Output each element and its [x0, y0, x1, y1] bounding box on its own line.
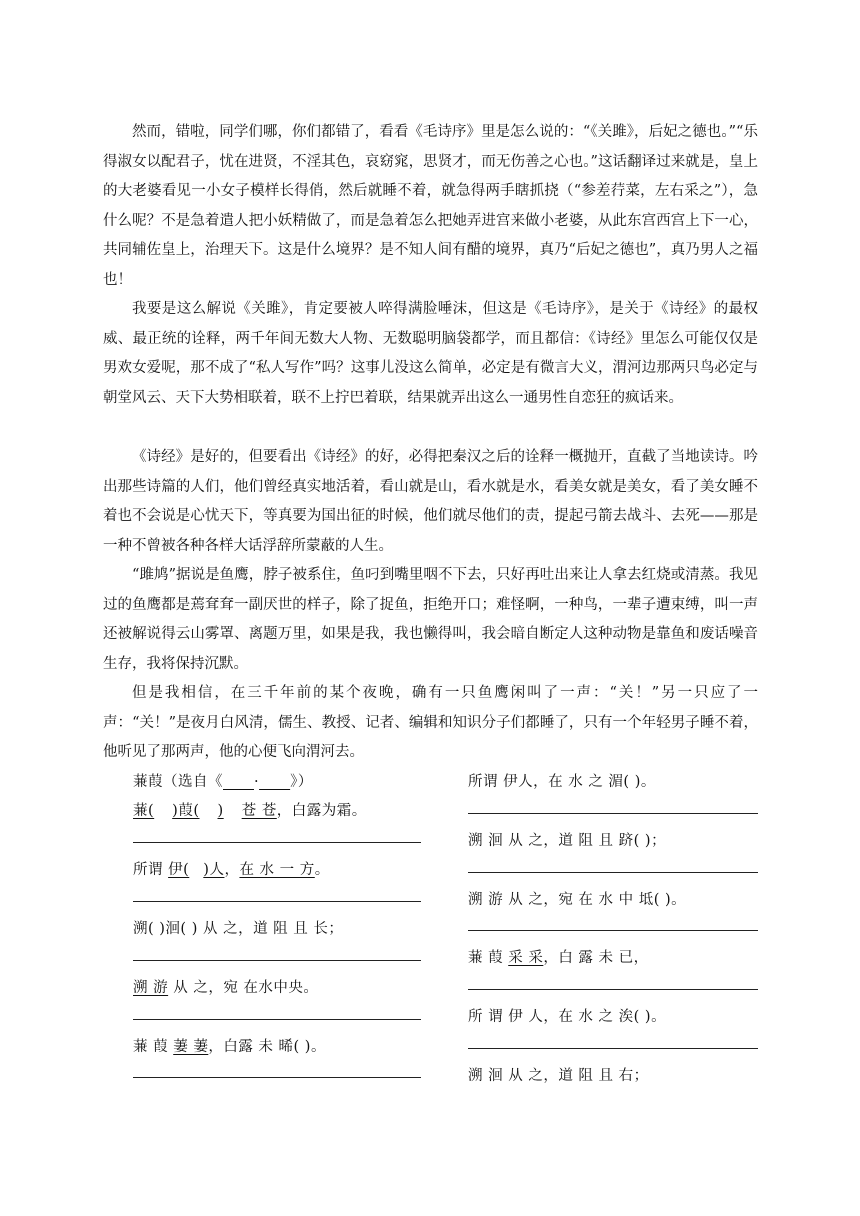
poem-line-11: 溯 洄 从 之，道 阻 且 右；: [468, 1067, 649, 1084]
answer-line-3[interactable]: [133, 944, 423, 973]
suyou-word: 溯 游: [133, 979, 169, 996]
answer-line-4[interactable]: [133, 1003, 423, 1032]
exercise-right-column: [468, 768, 758, 1091]
cangcang-word: 苍 苍: [241, 803, 277, 820]
answer-line-10[interactable]: [468, 1033, 758, 1062]
poem-line-1: 蒹( )葭( ) 苍 苍，白露为霜。: [133, 803, 367, 820]
poem-line-2: 所谓 伊( )人，在 水 一 方。: [133, 862, 330, 879]
poem-title-prefix: 蒹葭（选自《: [133, 774, 223, 790]
poem-line-8: 溯 游 从 之，宛 在 水 中 坻( )。: [468, 891, 687, 908]
paragraph-4: “雎鸠”据说是鱼鹰，脖子被系住，鱼叼到嘴里咽不下去，只好再吐出来让人拿去红烧或清蒸。我见过的鱼鹰都是蔫耷耷一副厌世的样子，除了捉鱼，拒绝开口；难怪啊，一种鸟，一辈子遭束缚，叫一声还被解说得云山雾罩、离题万里，如果是我，我也懒得叫，我会暗自断定人这种动物是靠鱼和废话噪音生存，我将保持沉默。: [103, 567, 758, 672]
poem-title-line: [133, 768, 423, 797]
paragraph-3: 《诗经》是好的，但要看出《诗经》的好，必得把秦汉之后的诠释一概抛开，直截了当地读诗。吟出那些诗篇的人们，他们曾经真实地活着，看山就是山，看水就是水，看美女就是美女，看了美女睡不着也不会说是心忧天下，等真要为国出征的时候，他们就尽他们的责，提起弓箭去战斗、去死——那是一种不曾被各种各样大话浮辞所蒙蔽的人生。: [103, 449, 758, 554]
qiqi-word: 萋 萋: [173, 1038, 209, 1055]
poem-line-9: 蒹 葭 采 采，白 露 未 已，: [468, 950, 649, 967]
jia-char: )葭(: [172, 803, 200, 820]
jian-char: 蒹(: [133, 803, 155, 820]
yi-char: 伊(: [168, 862, 190, 879]
poem-line-10: 所 谓 伊 人，在 水 之 涘( )。: [468, 1009, 667, 1026]
exercise-left-column: [133, 768, 423, 1091]
answer-line-7[interactable]: [468, 856, 758, 885]
answer-line-6[interactable]: [468, 797, 758, 826]
source-dot: ·: [254, 774, 260, 790]
answer-line-5[interactable]: [133, 1062, 423, 1091]
poem-title-suffix: 》）: [290, 774, 313, 790]
paragraph-1: 然而，错啦，同学们哪，你们都错了，看看《毛诗序》里是怎么说的：“《关雎》，后妃之德也。”“乐得淑女以配君子，忧在进贤，不淫其色，哀窈窕，思贤才，而无伤善之心也。”这话翻译过来就是，皇上的大老婆看见一小女子模样长得俏，然后就睡不着，就急得两手瞎抓挠（“参差荇菜，左右采之”），急什么呢？不是急着遣人把小妖精做了，而是急着怎么把她弄进宫来做小老婆，从此东宫西宫上下一心，共同辅佐皇上，治理天下。这是什么境界？是不知人间有醋的境界，真乃“后妃之德也”，真乃男人之福也！: [103, 124, 758, 288]
zai-shui-yi-fang-phrase: 在 水 一 方: [239, 862, 315, 879]
poem-line-4: 溯 游 从 之，宛 在水中央。: [133, 979, 319, 996]
answer-line-9[interactable]: [468, 974, 758, 1003]
answer-line-1[interactable]: [133, 827, 423, 856]
paragraph-5: 但是我相信，在三千年前的某个夜晚，确有一只鱼鹰闲叫了一声：“关！”另一只应了一声：“关！”是夜月白风清，儒生、教授、记者、编辑和知识分子们都睡了，只有一个年轻男子睡不着，他听见了那两声，他的心便飞向渭河去。: [103, 685, 758, 761]
answer-line-2[interactable]: [133, 886, 423, 915]
paragraph-2: 我要是这么解说《关雎》，肯定要被人啐得满脸唾沫，但这是《毛诗序》，是关于《诗经》的最权威、最正统的诠释，两千年间无数大人物、无数聪明脑袋都学，而且都信：《诗经》里怎么可能仅仅是男欢女爱呢，那不成了“私人写作”吗？这事儿没这么简单，必定是有微言大义，渭河边那两只鸟必定与朝堂风云、天下大势相联着，联不上拧巴着联，结果就弄出这么一通男性自恋狂的疯话来。: [103, 301, 758, 406]
caicai-word: 采 采: [508, 950, 544, 967]
source-blank-2[interactable]: ____: [259, 774, 291, 790]
poem-line-5: 蒹 葭 萋 萋，白露 未 晞( )。: [133, 1038, 326, 1055]
poem-line-6: 所谓 伊人，在 水 之 湄( )。: [468, 774, 656, 790]
poem-line-3: 溯( )洄( ) 从 之，道 阻 且 长；: [133, 920, 344, 937]
source-blank-1[interactable]: ____: [223, 774, 254, 790]
poem-line-7: 溯 洄 从 之，道 阻 且 跻( )；: [468, 832, 667, 849]
answer-line-8[interactable]: [468, 915, 758, 944]
